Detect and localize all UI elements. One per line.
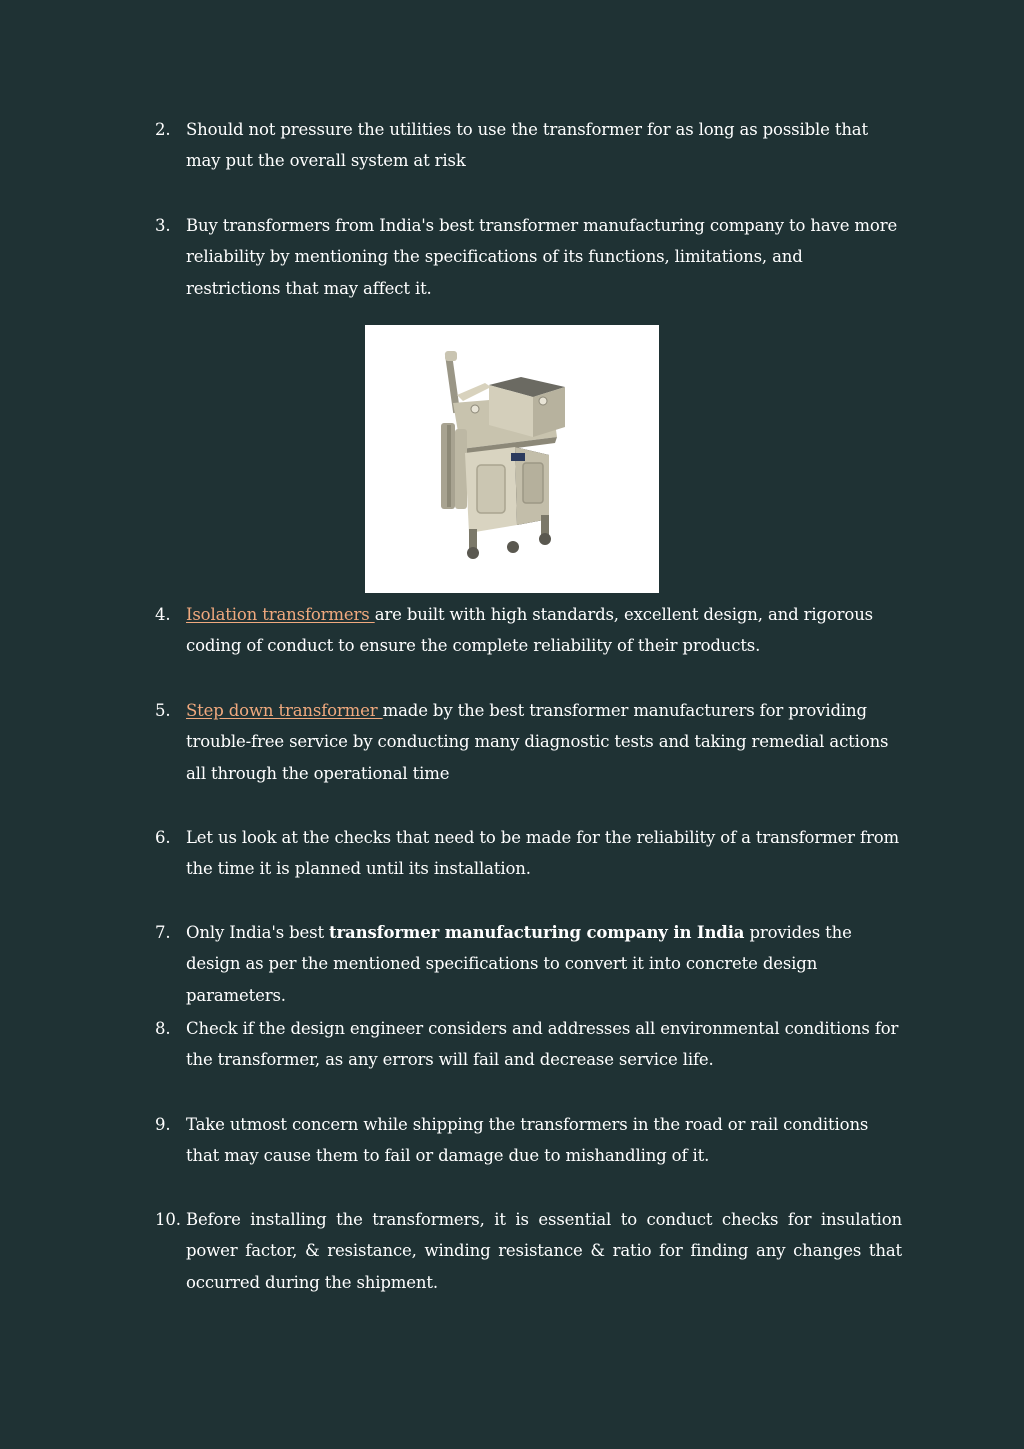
list-text: Let us look at the checks that need to be made for the reliability of a transformer from the time it is planned until its installation.: [186, 828, 899, 879]
list-text: [186, 917, 902, 1011]
list-text-after: provides the design as per the mentioned specifications to convert it into concrete design parameters.: [186, 923, 852, 1005]
list-item: [155, 1109, 902, 1172]
list-item: [155, 1204, 902, 1298]
transformer-illustration-icon: [365, 325, 659, 593]
list-text: [186, 695, 902, 789]
list-item: [155, 210, 902, 304]
list-number: 7.: [155, 923, 171, 942]
list-text: [186, 599, 902, 662]
list-text: Check if the design engineer considers and addresses all environmental conditions for the transformer, as any errors will fail and decrease service life.: [186, 1019, 899, 1070]
list-number: 3.: [155, 216, 171, 235]
list-text: Take utmost concern while shipping the transformers in the road or rail conditions that may cause them to fail or damage due to mishandling of it.: [186, 1115, 869, 1166]
list-item: [155, 599, 902, 662]
list-item: [155, 917, 902, 1011]
list-text-before: Only India's best: [186, 923, 330, 942]
list-text-rest: are built with high standards, excellent design, and rigorous coding of conduct to ensure the complete reliability of their products.: [186, 605, 873, 656]
list-text: Before installing the transformers, it is essential to conduct checks for insulation power factor, & resistance, winding resistance & ratio for finding any changes that occurred during the shipment.: [186, 1210, 902, 1292]
list-item: [155, 1013, 902, 1076]
transformer-image: [365, 325, 659, 593]
list-number: 4.: [155, 605, 171, 624]
step-down-transformer-link[interactable]: Step down transformer: [186, 701, 383, 720]
list-number: 2.: [155, 120, 171, 139]
isolation-transformers-link[interactable]: Isolation transformers: [186, 605, 375, 624]
list-number: 8.: [155, 1019, 171, 1038]
list-text-bold: transformer manufacturing company in India: [329, 923, 745, 942]
list-number: 9.: [155, 1115, 171, 1134]
list-number: 10.: [155, 1210, 181, 1229]
list-text: Should not pressure the utilities to use the transformer for as long as possible that may put the overall system at risk: [186, 120, 868, 171]
list-item: [155, 695, 902, 789]
list-item: [155, 114, 902, 177]
list-item: [155, 822, 902, 885]
list-number: 6.: [155, 828, 171, 847]
list-number: 5.: [155, 701, 171, 720]
list-text: Buy transformers from India's best transformer manufacturing company to have more reliability by mentioning the specifications of its functions, limitations, and restrictions that may affect it.: [186, 216, 898, 298]
list-text-rest: made by the best transformer manufacturers for providing trouble-free service by conducting many diagnostic tests and taking remedial actions all through the operational time: [186, 701, 889, 783]
